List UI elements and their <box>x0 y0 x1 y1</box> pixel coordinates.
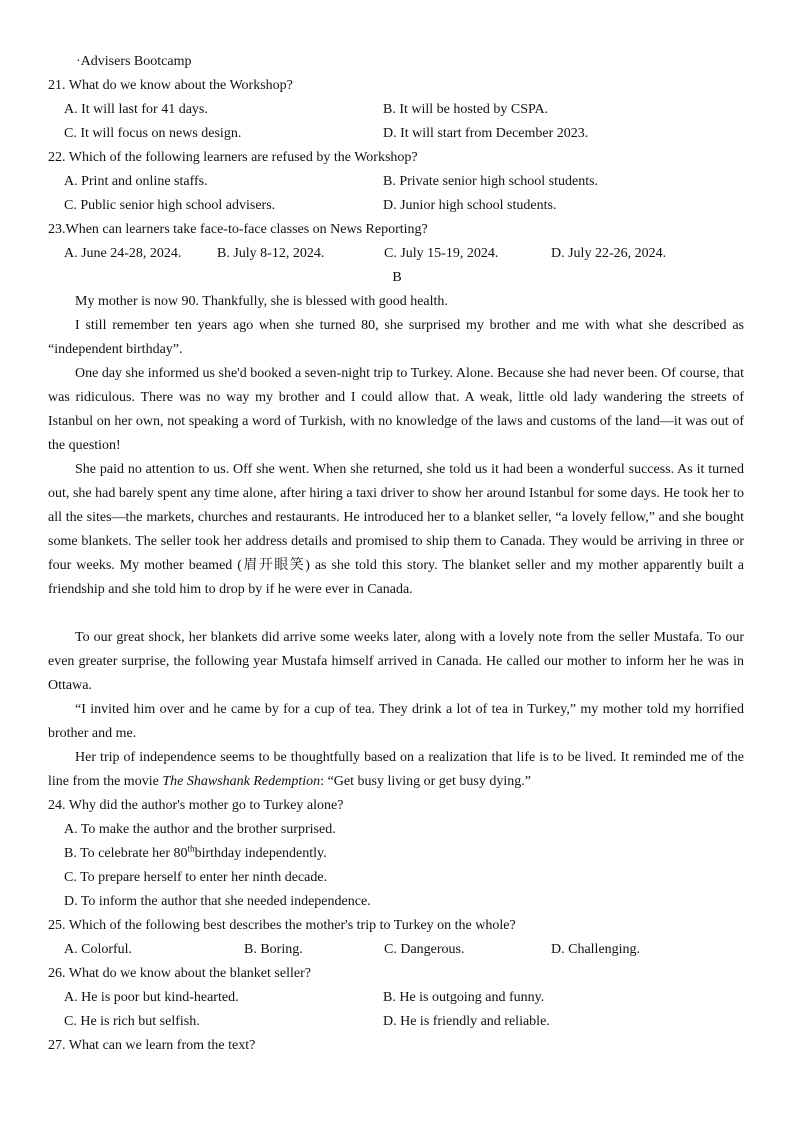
passage-paragraph-4: She paid no attention to us. Off she went. When she returned, she told us it had been a wonderful success. As it turned out, she had barely spent any time alone, after hiring a taxi driver to show her around Istanbul for some days. He took her to all the sites—the markets, churches and restaurants. He introduced her to a blanket seller, “a lovely fellow,” and she bought some blankets. The seller took her address details and promised to ship them to Canada. They would be arriving in three or four weeks. My mother beamed (眉开眼笑) as she told this story. The blanket seller and my mother apparently built a friendship and she told him to drop by if he were ever in Canada. <box>48 462 744 597</box>
question-23-stem: 23.When can learners take face-to-face classes on News Reporting? <box>48 222 428 237</box>
q21-option-b: B. It will be hosted by CSPA. <box>383 102 549 117</box>
question-21-stem: 21. What do we know about the Workshop? <box>48 78 293 93</box>
q25-option-b: B. Boring. <box>244 942 303 957</box>
q24-option-b-suffix: th <box>187 843 195 854</box>
q21-option-a: A. It will last for 41 days. <box>64 102 208 117</box>
q24-option-d: D. To inform the author that she needed independence. <box>64 894 371 909</box>
q26-option-d: D. He is friendly and reliable. <box>383 1014 550 1029</box>
q23-option-c: C. July 15-19, 2024. <box>384 246 499 261</box>
q24-option-c: C. To prepare herself to enter her ninth decade. <box>64 870 328 885</box>
q22-option-a: A. Print and online staffs. <box>64 174 208 189</box>
question-27-stem: 27. What can we learn from the text? <box>48 1038 256 1053</box>
passage-paragraph-6: “I invited him over and he came by for a cup of tea. They drink a lot of tea in Turkey,” my mother told my horrified brother and me. <box>48 702 744 741</box>
q26-option-c: C. He is rich but selfish. <box>64 1014 200 1029</box>
q24-option-b-text: B. To celebrate her 80 <box>64 846 188 861</box>
passage-paragraph-7 <box>48 746 744 794</box>
q22-option-b: B. Private senior high school students. <box>383 174 599 189</box>
movie-title: The Shawshank Redemption <box>162 774 321 789</box>
q23-option-d: D. July 22-26, 2024. <box>551 246 667 261</box>
question-25-stem: 25. Which of the following best describes the mother's trip to Turkey on the whole? <box>48 918 516 933</box>
q22-option-d: D. Junior high school students. <box>383 198 557 213</box>
q25-option-d: D. Challenging. <box>551 942 641 957</box>
section-b-label: B <box>392 270 402 285</box>
passage-paragraph-2: I still remember ten years ago when she turned 80, she surprised my brother and me with what she described as “independent birthday”. <box>48 318 744 357</box>
q23-option-a: A. June 24-28, 2024. <box>64 246 182 261</box>
section-header-fragment: ·Advisers Bootcamp <box>76 54 192 69</box>
paragraph-7-text-before: Her trip of independence seems to be thoughtfully based on a realization that life is to be lived. It reminded me of the line from the movie <box>48 750 744 789</box>
q21-option-c: C. It will focus on news design. <box>64 126 242 141</box>
q23-option-b: B. July 8-12, 2024. <box>217 246 325 261</box>
q25-option-a: A. Colorful. <box>64 942 133 957</box>
question-22-stem: 22. Which of the following learners are refused by the Workshop? <box>48 150 418 165</box>
q21-option-d: D. It will start from December 2023. <box>383 126 589 141</box>
q22-option-c: C. Public senior high school advisers. <box>64 198 276 213</box>
question-26-stem: 26. What do we know about the blanket seller? <box>48 966 311 981</box>
q26-option-b: B. He is outgoing and funny. <box>383 990 545 1005</box>
passage-paragraph-5: To our great shock, her blankets did arrive some weeks later, along with a lovely note from the seller Mustafa. To our even greater surprise, the following year Mustafa himself arrived in Canada. He called our mother to inform her he was in Ottawa. <box>48 630 744 693</box>
passage-paragraph-3: One day she informed us she'd booked a seven-night trip to Turkey. Alone. Because she had never been. Of course, that was ridiculous. There was no way my brother and I could allow that. A weak, little old lady wandering the streets of Istanbul on her own, not speaking a word of Turkish, with no knowledge of the laws and customs of the land—it was out of the question! <box>48 366 744 453</box>
paragraph-7-text-after: : “Get busy living or get busy dying.” <box>320 774 531 789</box>
q24-option-a: A. To make the author and the brother surprised. <box>64 822 336 837</box>
q24-option-b <box>64 845 327 863</box>
question-24-stem: 24. Why did the author's mother go to Turkey alone? <box>48 798 344 813</box>
q26-option-a: A. He is poor but kind-hearted. <box>64 990 239 1005</box>
q24-option-b-text-end: birthday independently. <box>194 846 327 861</box>
q25-option-c: C. Dangerous. <box>384 942 465 957</box>
passage-paragraph-1: My mother is now 90. Thankfully, she is blessed with good health. <box>75 294 448 309</box>
